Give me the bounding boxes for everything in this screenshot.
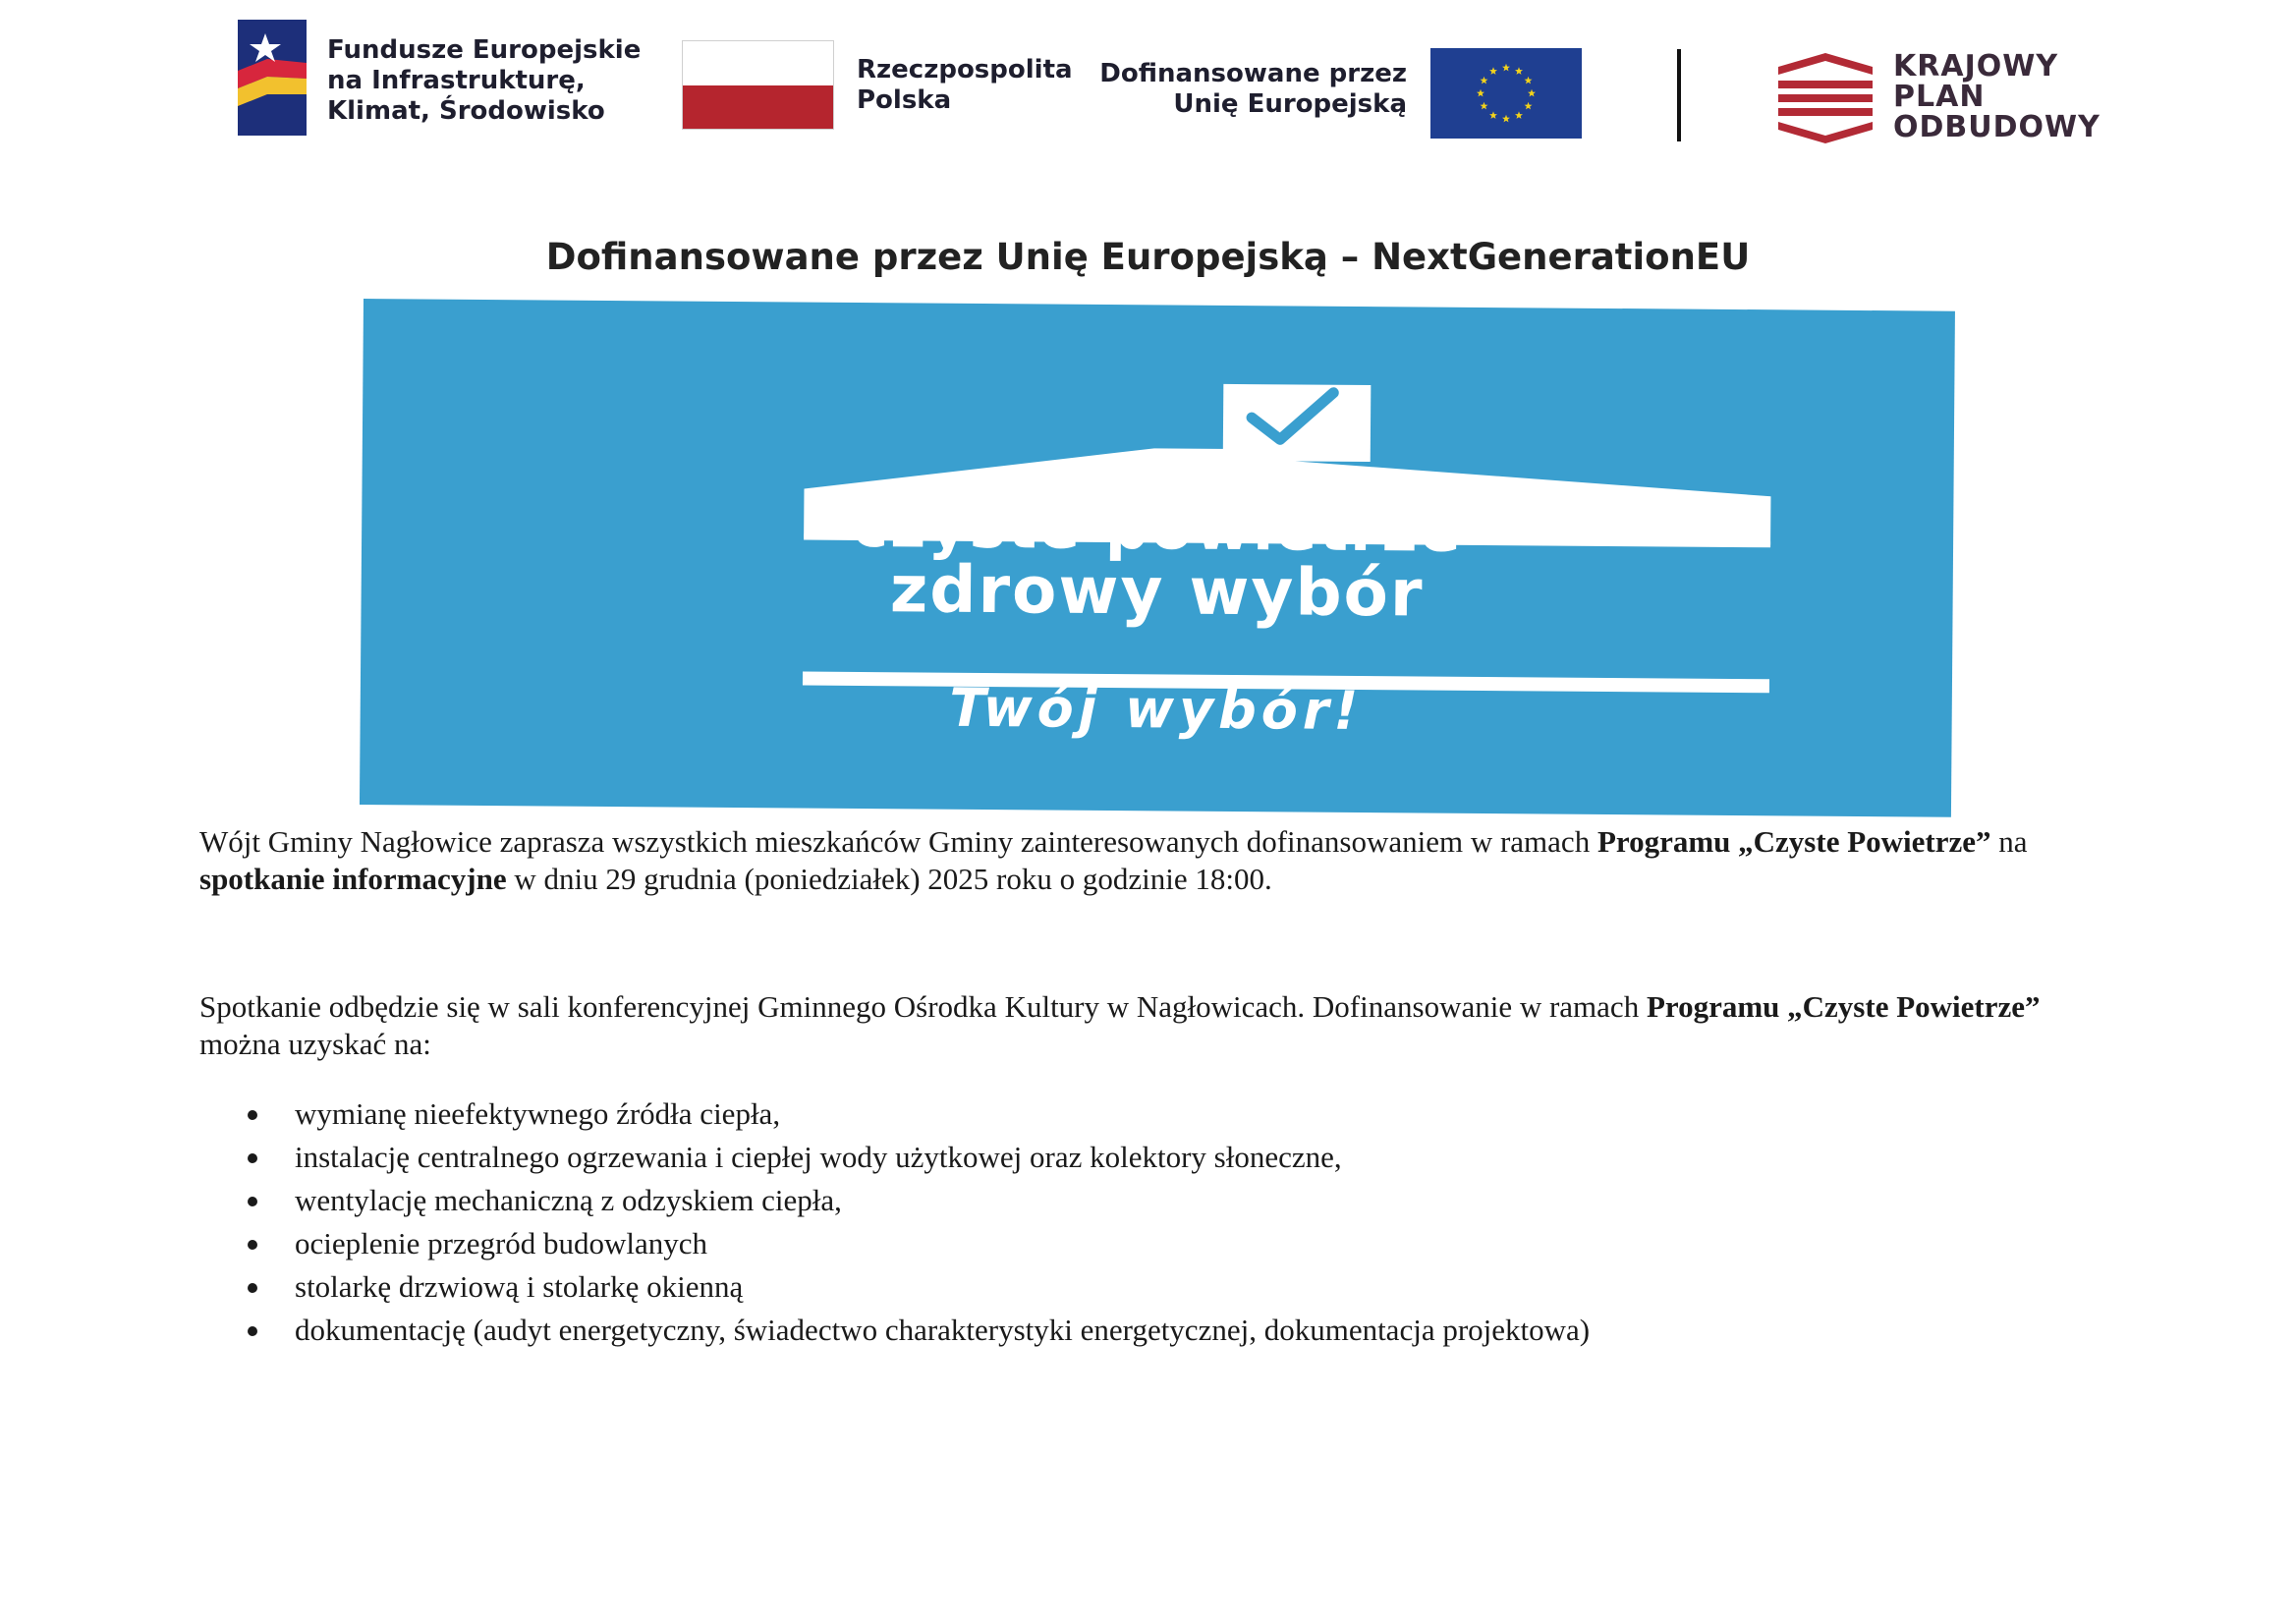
poland-logo-line: Rzeczpospolita: [857, 55, 1073, 84]
kpo-logo-line: ODBUDOWY: [1893, 110, 2100, 144]
funds-logo-line: na Infrastrukturę,: [327, 66, 586, 95]
eu-logo-line: Dofinansowane przez: [1099, 59, 1407, 88]
kpo-logo-text: [1893, 51, 2100, 142]
campaign-banner: [360, 299, 1955, 817]
list-item: wymianę nieefektywnego źródła ciepła,: [246, 1092, 1590, 1136]
logo-bar: [0, 0, 2296, 157]
kpo-logo-line: PLAN: [1893, 80, 1986, 114]
program-name: Programu „Czyste Powietrze”: [1596, 824, 1991, 859]
kpo-stripes-icon: [1778, 53, 1873, 145]
funds-logo-line: Klimat, Środowisko: [327, 96, 605, 126]
text-run: można uzyskać na:: [199, 1027, 431, 1061]
text-run: Wójt Gminy Nagłowice zaprasza wszystkich mieszkańców Gminy zainteresowanych dofinansowaniem w ramach: [199, 824, 1597, 859]
logo-divider: [1677, 49, 1681, 141]
list-item: instalację centralnego ogrzewania i ciepłej wody użytkowej oraz kolektory słoneczne,: [246, 1136, 1590, 1179]
funding-list: [246, 1092, 1590, 1352]
poland-logo-line: Polska: [857, 85, 952, 115]
location-paragraph: [199, 988, 2056, 1063]
list-item: wentylację mechaniczną z odzyskiem ciepła,: [246, 1179, 1590, 1222]
funds-logo-text: [327, 35, 641, 127]
text-run: na: [1990, 824, 2028, 859]
meeting-label: spotkanie informacyjne: [199, 862, 507, 896]
eu-flag-icon: [1430, 48, 1582, 139]
polish-flag-icon: [682, 40, 834, 130]
banner-line-2: zdrowy wybór: [889, 551, 1425, 632]
kpo-logo-line: KRAJOWY: [1893, 49, 2059, 84]
text-run: Spotkanie odbędzie się w sali konferencyjnej Gminnego Ośrodka Kultury w Nagłowicach. Dofinansowanie w ramach: [199, 989, 1647, 1024]
list-item: stolarkę drzwiową i stolarkę okienną: [246, 1265, 1590, 1309]
list-item: ocieplenie przegród budowlanych: [246, 1222, 1590, 1265]
banner-tagline: Twój wybór!: [949, 676, 1364, 743]
eu-logo-text: [1061, 59, 1407, 120]
funds-star-flag-icon: [238, 20, 307, 136]
poland-logo-text: [857, 55, 1073, 116]
eu-logo-line: Unię Europejską: [1173, 89, 1407, 119]
invitation-paragraph: [199, 823, 2056, 898]
banner-line-1: czyste powietrze: [852, 488, 1464, 566]
text-run: w dniu 29 grudnia (poniedziałek) 2025 roku o godzinie 18:00.: [506, 862, 1272, 896]
page-heading: Dofinansowane przez Unię Europejską – NextGenerationEU: [545, 236, 1751, 278]
program-name: Programu „Czyste Powietrze”: [1646, 989, 2041, 1024]
funds-logo-line: Fundusze Europejskie: [327, 35, 642, 65]
list-item: dokumentację (audyt energetyczny, świadectwo charakterystyki energetycznej, dokumentacja projektowa): [246, 1309, 1590, 1352]
